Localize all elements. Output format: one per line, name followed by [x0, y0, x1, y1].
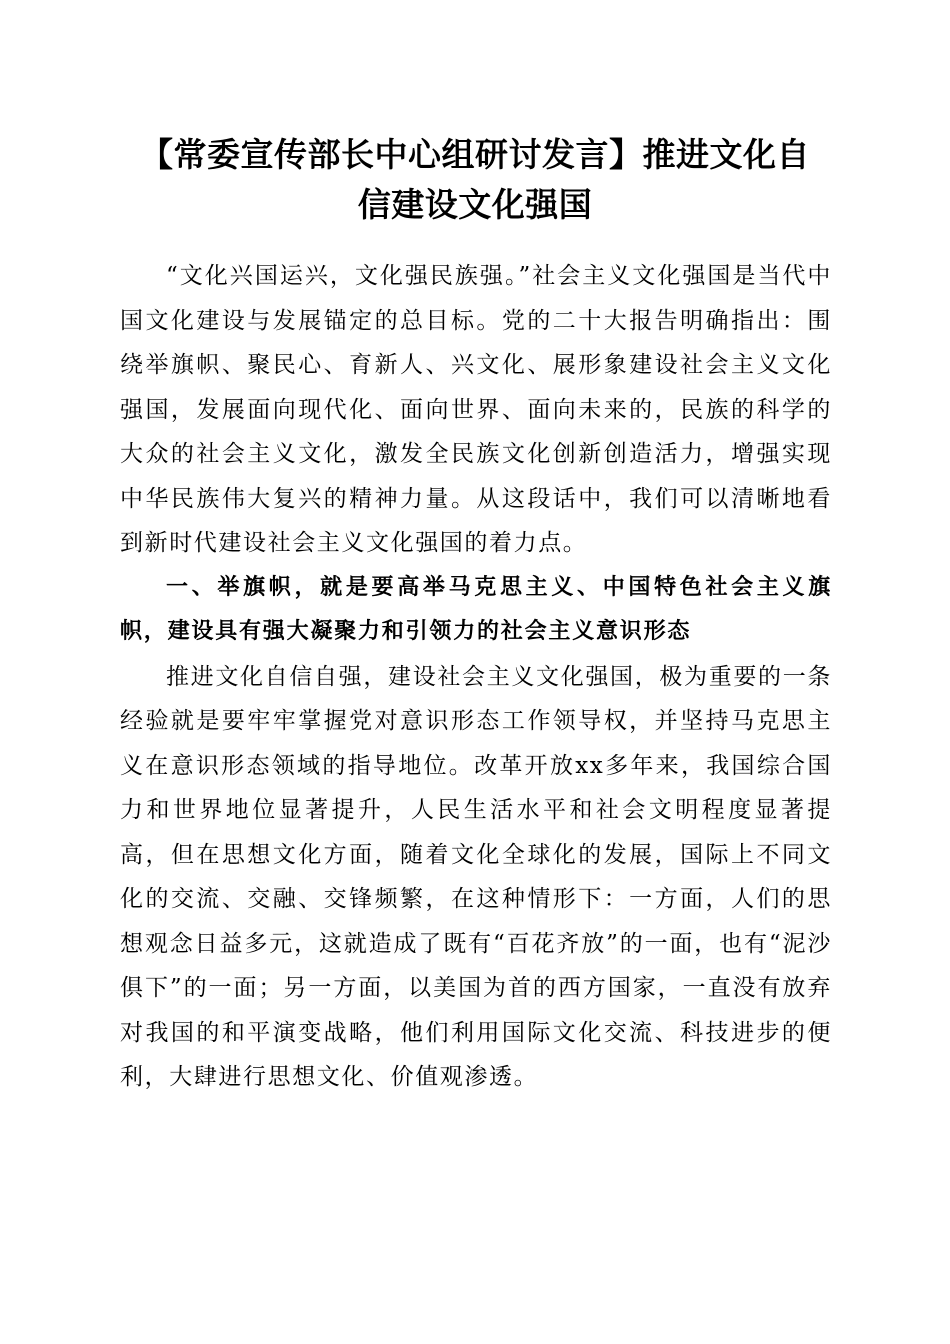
section-1-paragraph: 推进文化自信自强，建设社会主义文化强国，极为重要的一条经验就是要牢牢掌握党对意识形态工作领导权，并坚持马克思主义在意识形态领域的指导地位。改革开放xx多年来，我国综合国力和世界地位显著提升，人民生活水平和社会文明程度显著提高，但在思想文化方面，随着文化全球化的发展，国际上不同文化的交流、交融、交锋频繁，在这种情形下：一方面，人们的思想观念日益多元，这就造成了既有“百花齐放”的一面，也有“泥沙俱下”的一面；另一方面，以美国为首的西方国家，一直没有放弃对我国的和平演变战略，他们利用国际文化交流、科技进步的便利，大肆进行思想文化、价值观渗透。: [120, 663, 832, 1090]
title-line-1: 【常委宣传部长中心组研讨发言】推进文化自: [140, 135, 810, 174]
title-line-2: 信建设文化强国: [357, 185, 593, 224]
document-body: [120, 254, 832, 1100]
document-title: [110, 130, 840, 230]
intro-paragraph: “文化兴国运兴，文化强民族强。”社会主义文化强国是当代中国文化建设与发展锚定的总目标。党的二十大报告明确指出：围绕举旗帜、聚民心、育新人、兴文化、展形象建设社会主义文化强国，发展面向现代化、面向世界、面向未来的，民族的科学的大众的社会主义文化，激发全民族文化创新创造活力，增强实现中华民族伟大复兴的精神力量。从这段话中，我们可以清晰地看到新时代建设社会主义文化强国的着力点。: [120, 263, 832, 556]
section-heading-1: 一、举旗帜，就是要高举马克思主义、中国特色社会主义旗帜，建设具有强大凝聚力和引领力的社会主义意识形态: [120, 574, 832, 644]
